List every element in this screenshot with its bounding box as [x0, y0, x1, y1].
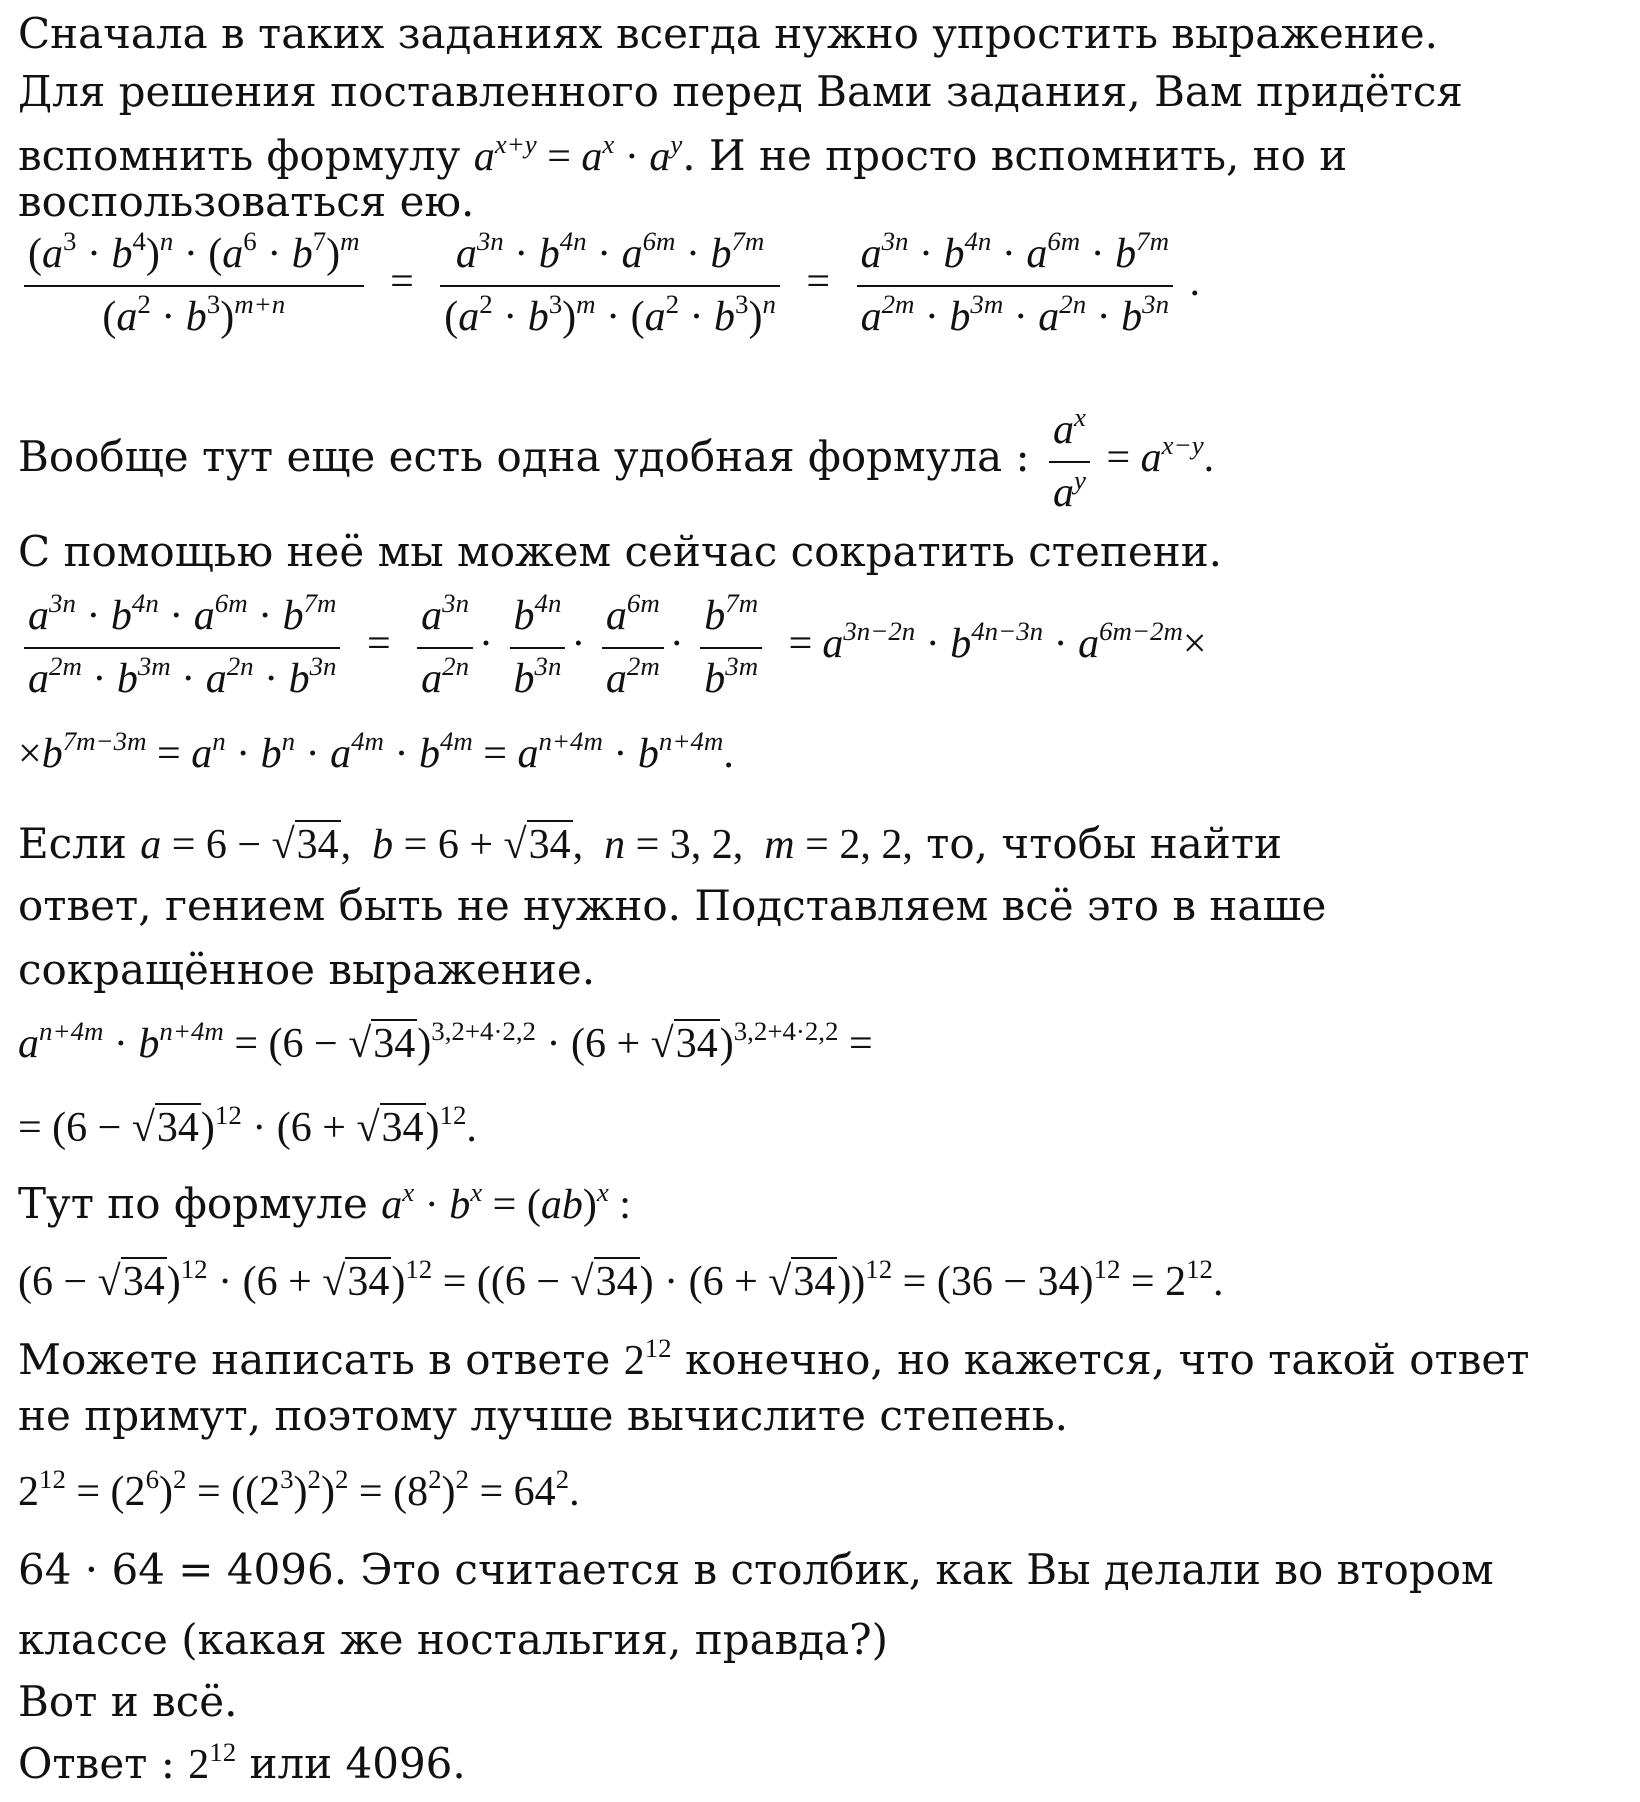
equation-simplify-2: $\frac{a^{3n} \cdot b^{4n} \cdot a^{6m} \cdot b^{7m}}{a^{2m} \cdot b^{3m} \cdot a^{2n} \cdot b^{3n}}$ = $\frac{a^{3n}}{a^{2n}}$ · $\frac{b^{4n}}{b^{3n}}$ · $\frac{a^{6m}}{a^{2m}}$ · $\frac{b^{7m}}{b^{3m}}$ = $a^{3n-2n} \cdot b^{4n-3n} \cdot a^{6m-2m}\times$: [18, 590, 1207, 705]
formula-power-sum: $a^{x+y} = a^x \cdot a^y$: [473, 129, 683, 180]
formula-product-power: $a^x \cdot b^x = (ab)^x$ :: [381, 1177, 631, 1228]
paragraph-formula-product: [18, 129, 1348, 181]
substitute-intro-text: Если: [18, 819, 141, 868]
substitute-outro-text: то, чтобы найти: [912, 819, 1282, 868]
formula-intro-text: вспомнить формулу: [18, 131, 474, 180]
paragraph-reduce-powers: С помощью неё мы можем сейчас сократить степени.: [18, 527, 1223, 576]
fraction-original: $\frac{(a^3 \cdot b^4)^n \cdot (a^6 \cdot b^7)^m}{(a^2 \cdot b^3)^{m+n}}$: [24, 228, 364, 343]
paragraph-column-multiplication: 64 · 64 = 4096. Это считается в столбик, как Вы делали во втором: [18, 1545, 1494, 1594]
equation-substituted: $a^{n+4m} \cdot b^{n+4m} = (6 - √34)^{3,2+4\cdot 2,2} \cdot (6 + √34)^{3,2+4\cdot 2,2}$ =: [18, 1016, 873, 1067]
paragraph-done: Вот и всё.: [18, 1677, 238, 1726]
paragraph-intro: Сначала в таких заданиях всегда нужно упростить выражение.: [18, 9, 1438, 58]
product-formula-intro: Тут по формуле: [18, 1179, 382, 1228]
quotient-intro-text: Вообще тут еще есть одна удобная формула :: [18, 432, 1044, 482]
paragraph-formula-hint: Для решения поставленного перед Вами задания, Вам придётся: [18, 67, 1463, 116]
equation-power-12: = $(6 - √34)^{12} \cdot (6 + √34)^{12}$.: [18, 1100, 477, 1151]
equation-simplify-1: $\frac{(a^3 \cdot b^4)^n \cdot (a^6 \cdot b^7)^m}{(a^2 \cdot b^3)^{m+n}}$ = $\frac{a^{3n} \cdot b^{4n} \cdot a^{6m} \cdot b^{7m}}{(a^2 \cdot b^3)^m \cdot (a^2 \cdot b^3)^n}$ = $\frac{a^{3n} \cdot b^{4n} \cdot a^{6m} \cdot b^{7m}}{a^{2m} \cdot b^{3m} \cdot a^{2n} \cdot b^{3n}}$ .: [18, 228, 1200, 343]
paragraph-compute-power: не примут, поэтому лучше вычислите степень.: [18, 1391, 1068, 1440]
formula-outro-text: . И не просто вспомнить, но и: [682, 131, 1348, 180]
paragraph-product-formula: [18, 1177, 631, 1229]
paragraph-quotient-formula: [18, 404, 1214, 519]
given-values: a = 6 − √34, b = 6 + √34, n = 3, 2, m = 2, 2,: [140, 822, 913, 868]
answer-label: Ответ :: [18, 1739, 189, 1788]
formula-power-difference: $\frac{a^x}{a^y}$ = $a^{x-y}$.: [1043, 435, 1214, 481]
fraction-expanded: $\frac{a^{3n} \cdot b^{4n} \cdot a^{6m} \cdot b^{7m}}{(a^2 \cdot b^3)^m \cdot (a^2 \cdot b^3)^n}$: [440, 228, 780, 343]
equation-power-chain: $2^{12} = (2^6)^2 = ((2^3)^2)^2 = (8^2)^2 = 64^2$.: [18, 1464, 580, 1515]
final-answer: Ответ : $2^{12}$ или 4096.: [18, 1737, 466, 1788]
paragraph-substitute: [18, 820, 1282, 869]
answer-value: или 4096.: [236, 1739, 466, 1788]
fraction-separated: $\frac{a^{3n} \cdot b^{4n} \cdot a^{6m} \cdot b^{7m}}{a^{2m} \cdot b^{3m} \cdot a^{2n} \cdot b^{3n}}$: [857, 228, 1173, 343]
can-write-text: Можете написать в ответе: [18, 1335, 624, 1384]
paragraph-no-genius: ответ, гением быть не нужно. Подставляем всё это в наше: [18, 881, 1327, 930]
paragraph-can-write: Можете написать в ответе $2^{12}$ конечно, но кажется, что такой ответ: [18, 1333, 1530, 1384]
equation-simplify-3: $\times b^{7m-3m} = a^n \cdot b^n \cdot a^{4m} \cdot b^{4m} = a^{n+4m} \cdot b^{n+4m}$.: [18, 726, 734, 777]
paragraph-reduced-expression: сокращённое выражение.: [18, 945, 596, 994]
equation-difference-squares: $(6 - √34)^{12} \cdot (6 + √34)^{12} = ((6 - √34) \cdot (6 + √34))^{12} = (36 - 34)^{12} = 2^{12}$.: [18, 1254, 1224, 1305]
can-write-outro: конечно, но кажется, что такой ответ: [671, 1335, 1530, 1384]
paragraph-nostalgia: классе (какая же ностальгия, правда?): [18, 1615, 889, 1664]
paragraph-use-it: воспользоваться ею.: [18, 177, 475, 226]
